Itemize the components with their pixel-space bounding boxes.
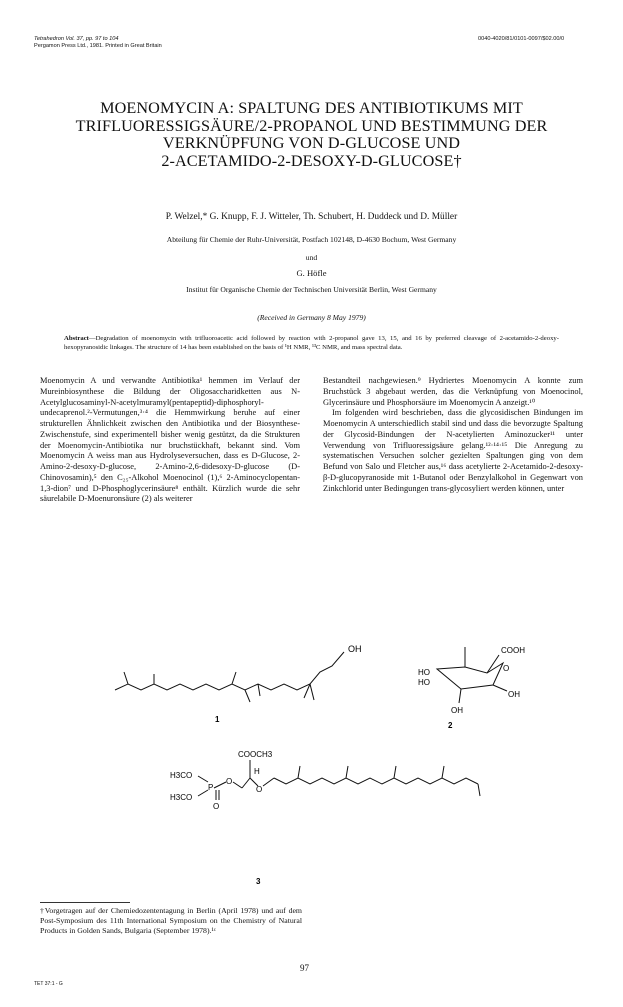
title-line: VERKNÜPFUNG VON D-GLUCOSE UND: [162, 134, 461, 152]
phosphorus-label: P: [208, 783, 214, 792]
author-list: P. Welzel,* G. Knupp, F. J. Witteler, Th. Schubert, H. Duddeck und D. Müller: [165, 212, 458, 222]
structure-label-1: 1: [215, 715, 220, 724]
title-line: MOENOMYCIN A: SPALTUNG DES ANTIBIOTIKUMS MIT: [100, 99, 523, 117]
affiliation-bochum: Abteilung für Chemie der Ruhr-Universität, Postfach 102148, D-4630 Bochum, West Germany: [166, 235, 457, 244]
affiliation-berlin: Institut für Organische Chemie der Technischen Universität Berlin, West Germany: [186, 285, 437, 294]
received-date: (Received in Germany 8 May 1979): [257, 313, 366, 322]
structure-3: [150, 738, 500, 888]
footnote-divider: [40, 902, 130, 903]
structure-label-3: 3: [256, 877, 261, 886]
article-code: 0040-4020/81/0101-0097/$02.00/0: [478, 36, 565, 42]
abstract-text: —Degradation of moenomycin with trifluoroacetic acid followed by reaction with 2-propanol gave 13, 15, and 16 by preferred cleavage of 2-acetamido-2-deoxy-hexopyranosidic linkages. The structure of 14 has been established on the basis of ¹H NMR, ¹³C NMR, and mass spectral data.: [64, 335, 559, 351]
hydrogen-label: H: [254, 767, 260, 776]
oxygen-label: O: [256, 785, 263, 794]
left-column: [40, 376, 300, 505]
ring-oxygen-label: O: [503, 664, 510, 673]
structure-moenocinol: [100, 632, 370, 732]
und-connector: und: [305, 253, 318, 262]
abstract: [64, 335, 559, 353]
carboxyl-label: COOH: [501, 646, 525, 655]
structure-moenuronic-acid: [415, 637, 535, 737]
journal-citation: Tetrahedron Vol. 37, pp. 97 to 104: [34, 36, 119, 42]
hydroxyl-label: HO: [418, 668, 430, 677]
oxygen-label: O: [226, 777, 233, 786]
oxygen-label: O: [213, 802, 220, 811]
paragraph: Moenomycin A und verwandte Antibiotika¹ hemmen im Verlauf der Mureinbiosynthese die Bildung der Oligosaccharidketten aus N-Acetylglucosaminyl-N-acetylmuramyl(pentapeptid)-diphosphoryl-undecaprenol.²-Vermutungen,³·⁴ die Hemmwirkung beruhe auf einer strukturellen Ähnlichkeit zwischen den Antibiotika und der Biosynthese-Zwischenstufe, sind experimentell bisher wenig gestützt, da die Strukturen der Moenomycin-Antibiotika nur bruchstückhaft, bekannt sind. Vom Moenomycin A weiss man aus Hydrolyseversuchen, dass es D-Glucose, 2-Amino-2-desoxy-D-glucose, 2-Amino-2,6-didesoxy-D-glucose (D-Chinovosamin),⁵ den C₂₅-Alkohol Moenocinol (1),⁶ 2-Aminocyclopentan-1,3-dion⁷ und D-Phosphoglycerinsäure⁸ enthält. Kürzlich wurde die sehr säurelabile D-Moenuronsäure (2) als weiterer: [40, 376, 300, 504]
methoxy-label: H3CO: [170, 771, 193, 780]
abstract-label: Abstract: [64, 335, 89, 342]
second-author: G. Höfle: [296, 268, 327, 278]
publisher-line: Pergamon Press Ltd., 1981. Printed in Great Britain: [34, 43, 162, 49]
hydroxyl-label: HO: [418, 678, 430, 687]
footnote: †Vorgetragen auf der Chemiedozententagung in Berlin (April 1978) und auf dem Post-Symposium des 11th International Symposium on the Chemistry of Natural Products in Golden Sands, Bulgaria (September 1978).¹ᶜ: [40, 906, 302, 935]
tet-code: TET 37:1 - G: [34, 981, 63, 987]
methoxy-label: H3CO: [170, 793, 193, 802]
title-line: 2-ACETAMIDO-2-DESOXY-D-GLUCOSE†: [161, 151, 462, 170]
right-column: [323, 376, 583, 494]
paragraph: Bestandteil nachgewiesen.⁹ Hydriertes Moenomycin A konnte zum Bruchstück 3 abgebaut werden, das die Verknüpfung von Moenocinol, Glycerinsäure und Phosphorsäure im Moenomycin A anzeigt.¹⁰: [323, 376, 583, 407]
hydroxyl-label: OH: [451, 706, 463, 715]
page-number: 97: [300, 963, 309, 973]
hydroxyl-label: OH: [348, 644, 362, 654]
hydroxyl-label: OH: [508, 690, 520, 699]
article-title: [40, 100, 583, 170]
paragraph: Im folgenden wird beschrieben, dass die glycosidischen Bindungen im Moenomycin A unterschiedlich stabil sind und dass die bevorzugte Spaltung der Glycosid-Bindungen der N-acetylierten Aminozucker¹¹ unter Verwendung von Trifluoressigsäure gelang.¹²·¹⁴·¹⁵ Die Anregung zu systematischen Versuchen solcher gezielten Spaltungen ging von dem Befund von Salo und Fletcher aus,¹⁶ dass acetylierte 2-Acetamido-2-desoxy-β-D-glucopyranoside mit 1-Butanol oder Benzylalkohol in Gegenwart von Zinkchlorid unter Bedingungen trans-glycosyliert werden können, unter: [323, 408, 583, 493]
structure-label-2: 2: [448, 721, 453, 730]
ester-label: COOCH3: [238, 750, 273, 759]
title-line: TRIFLUORESSIGSÄURE/2-PROPANOL UND BESTIMMUNG DER: [75, 116, 548, 135]
